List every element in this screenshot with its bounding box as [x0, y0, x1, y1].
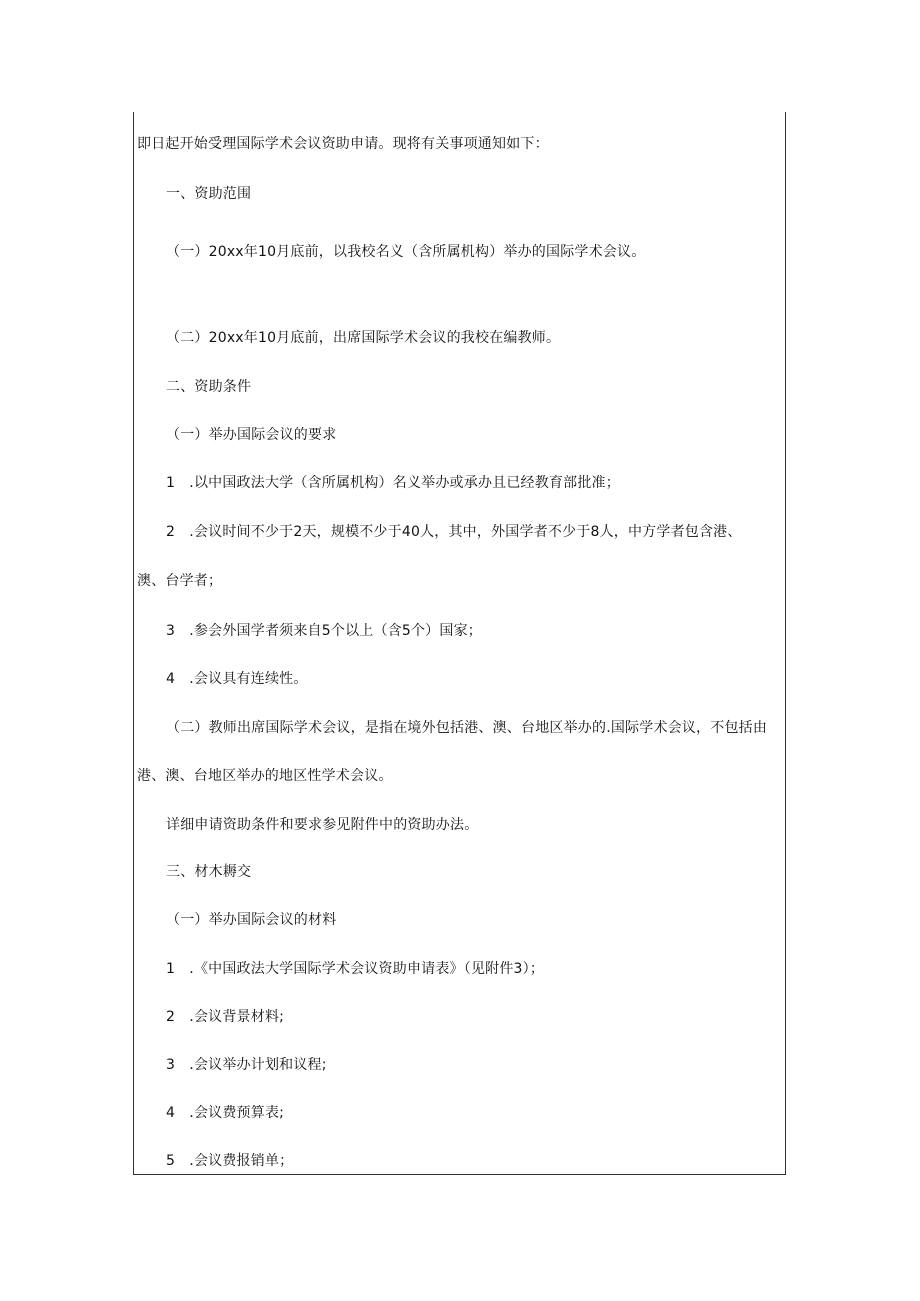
section-heading-materials: 三、材木耨交 — [166, 864, 252, 880]
material-item-3: 3 .会议举办计划和议程; — [166, 1057, 327, 1073]
condition-item-4: 4 .会议具有连续性。 — [166, 671, 308, 687]
material-item-5: 5 .会议费报销单； — [166, 1153, 294, 1169]
condition-item-2-continued: 澳、台学者； — [137, 573, 223, 589]
materials-subheading-host: （一）举办国际会议的材料 — [166, 912, 337, 928]
scope-item-1: （一）20xx年10月底前，以我校名义（含所属机构）举办的国际学术会议。 — [166, 244, 646, 260]
details-reference-note: 详细申请资助条件和要求参见附件中的资助办法。 — [166, 817, 479, 833]
conditions-attend-paragraph: （二）教师出席国际学术会议，是指在境外包括港、澳、台地区举办的.国际学术会议，不包括由 — [166, 720, 768, 736]
conditions-subheading-host: （一）举办国际会议的要求 — [166, 427, 337, 443]
conditions-attend-paragraph-continued: 港、澳、台地区举办的地区性学术会议。 — [137, 768, 393, 784]
intro-paragraph: 即日起开始受理国际学术会议资助申请。现将有关事项通知如下： — [137, 136, 549, 152]
material-item-2: 2 .会议背景材料; — [166, 1009, 285, 1025]
condition-item-3: 3 .参会外国学者须来自5个以上（含5个）国家； — [166, 623, 482, 639]
section-heading-conditions: 二、资助条件 — [166, 379, 252, 395]
material-item-1: 1 .《中国政法大学国际学术会议资助申请表》（见附件3）； — [166, 961, 545, 977]
condition-item-1: 1 .以中国政法大学（含所属机构）名义举办或承办且已经教育部批准； — [166, 475, 620, 491]
section-heading-scope: 一、资助范围 — [166, 186, 252, 202]
condition-item-2: 2 .会议时间不少于2天，规模不少于40人，其中，外国学者不少于8人，中方学者包含港、 — [166, 524, 742, 540]
scope-item-2: （二）20xx年10月底前，出席国际学术会议的我校在编教师。 — [166, 330, 561, 346]
material-item-4: 4 .会议费预算表; — [166, 1105, 285, 1121]
